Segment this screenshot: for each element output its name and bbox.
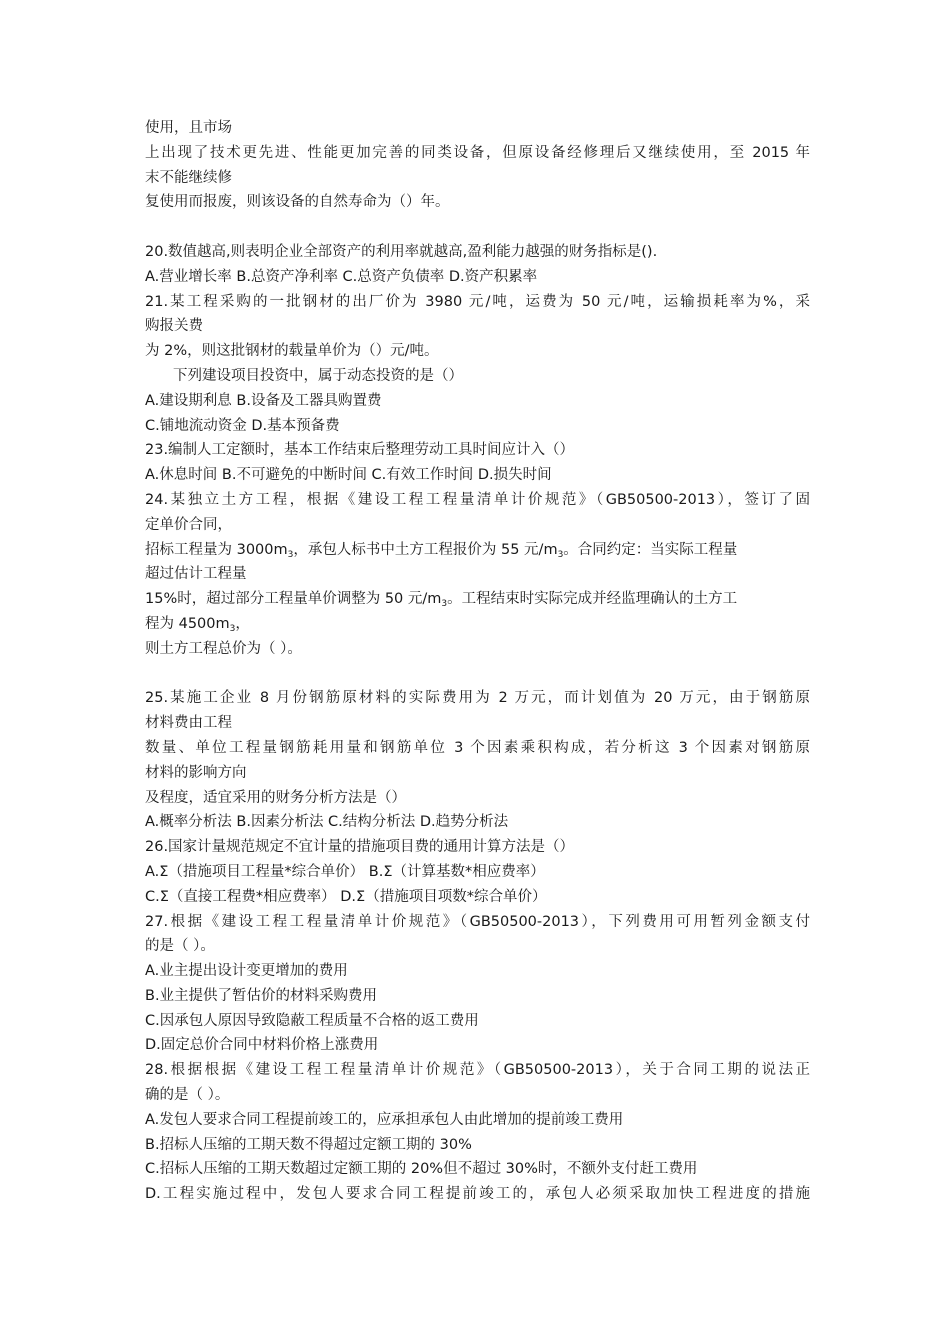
text-line: 则土方工程总价为（ ）。 [145, 640, 302, 657]
text-line: 超过估计工程量 [145, 566, 247, 583]
text-line: 及程度，适宜采用的财务分析方法是（） [145, 789, 406, 806]
question-24: 24.某独立土方工程，根据《建设工程工程量清单计价规范》（GB50500-2013），签订了固 [145, 491, 810, 508]
options-25: A.概率分析法 B.因素分析法 C.结构分析法 D.趋势分析法 [145, 814, 509, 831]
question-20: 20.数值越高,则表明企业全部资产的利用率就越高,盈利能力越强的财务指标是(). [145, 243, 658, 260]
question-21: 21.某工程采购的一批钢材的出厂价为 3980 元/吨，运费为 50 元/吨，运输损耗率为%，采 [145, 293, 810, 310]
options-20: A.营业增长率 B.总资产净利率 C.总资产负债率 D.资产积累率 [145, 268, 538, 285]
text-line: 末不能继续修 [145, 169, 232, 186]
option-28-d: D.工程实施过程中，发包人要求合同工程提前竣工的，承包人必须采取加快工程进度的措施 [145, 1186, 810, 1203]
text-line: 确的是（ ）。 [145, 1087, 230, 1104]
options-26-ab: A.Σ（措施项目工程量*综合单价） B.Σ（计算基数*相应费率） [145, 863, 545, 880]
text-line: 程为 $4500m_3$， [145, 615, 250, 634]
question-25: 25.某施工企业 8 月份钢筋原材料的实际费用为 2 万元，而计划值为 20 万元，由于钢筋原 [145, 690, 810, 707]
option-27-b: B.业主提供了暂估价的材料采购费用 [145, 987, 378, 1004]
option-28-a: A.发包人要求合同工程提前竣工的，应承担承包人由此增加的提前竣工费用 [145, 1111, 624, 1128]
text-line: 材料费由工程 [145, 715, 232, 732]
blank-line [145, 662, 810, 687]
blank-line [145, 215, 810, 240]
question-27: 27.根据《建设工程工程量清单计价规范》（GB50500-2013），下列费用可用暂列金额支付 [145, 913, 810, 930]
text-line: 为 2%，则这批钢材的载量单价为（）元/吨。 [145, 343, 439, 360]
text-line: 上出现了技术更先进、性能更加完善的同类设备，但原设备经修理后又继续使用，至 2015 年 [145, 144, 810, 161]
question-28: 28.根据根据《建设工程工程量清单计价规范》（GB50500-2013），关于合同工期的说法正 [145, 1062, 810, 1079]
text-line: 15%时，超过部分工程量单价调整为 50 元$/m_3$。工程结束时实际完成并经监理确认的土方工 [145, 591, 738, 610]
options-26-cd: C.Σ（直接工程费*相应费率） D.Σ（措施项目项数*综合单价） [145, 888, 547, 905]
question-22: 下列建设项目投资中，属于动态投资的是（） [173, 367, 463, 384]
text-line: 定单价合同， [145, 516, 232, 533]
question-26: 26.国家计量规范规定不宜计量的措施项目费的通用计算方法是（） [145, 839, 575, 856]
text-line: 购报关费 [145, 318, 203, 335]
text-line: 复使用而报废，则该设备的自然寿命为（）年。 [145, 194, 450, 211]
options-22-cd: C.铺地流动资金 D.基本预备费 [145, 417, 340, 434]
text-line: 数量、单位工程量钢筋耗用量和钢筋单位 3 个因素乘积构成，若分析这 3 个因素对钢筋原 [145, 739, 810, 756]
question-23: 23.编制人工定额时，基本工作结束后整理劳动工具时间应计入（） [145, 442, 575, 459]
document-page [145, 116, 810, 1207]
option-27-c: C.因承包人原因导致隐蔽工程质量不合格的返工费用 [145, 1012, 479, 1029]
options-23: A.休息时间 B.不可避免的中断时间 C.有效工作时间 D.损失时间 [145, 467, 552, 484]
option-27-d: D.固定总价合同中材料价格上涨费用 [145, 1037, 379, 1054]
text-line: 材料的影响方向 [145, 764, 247, 781]
options-22-ab: A.建设期利息 B.设备及工器具购置费 [145, 392, 382, 409]
text-line: 的是（ ）。 [145, 938, 215, 955]
text-line: 招标工程量为 $3000m_3$，承包人标书中土方工程报价为 55 元$/m_3$。合同约定：当实际工程量 [145, 541, 738, 560]
option-28-c: C.招标人压缩的工期天数超过定额工期的 20%但不超过 30%时，不额外支付赶工费用 [145, 1161, 698, 1178]
text-line: 使用，且市场 [145, 120, 232, 136]
option-27-a: A.业主提出设计变更增加的费用 [145, 963, 348, 980]
option-28-b: B.招标人压缩的工期天数不得超过定额工期的 30% [145, 1136, 472, 1153]
